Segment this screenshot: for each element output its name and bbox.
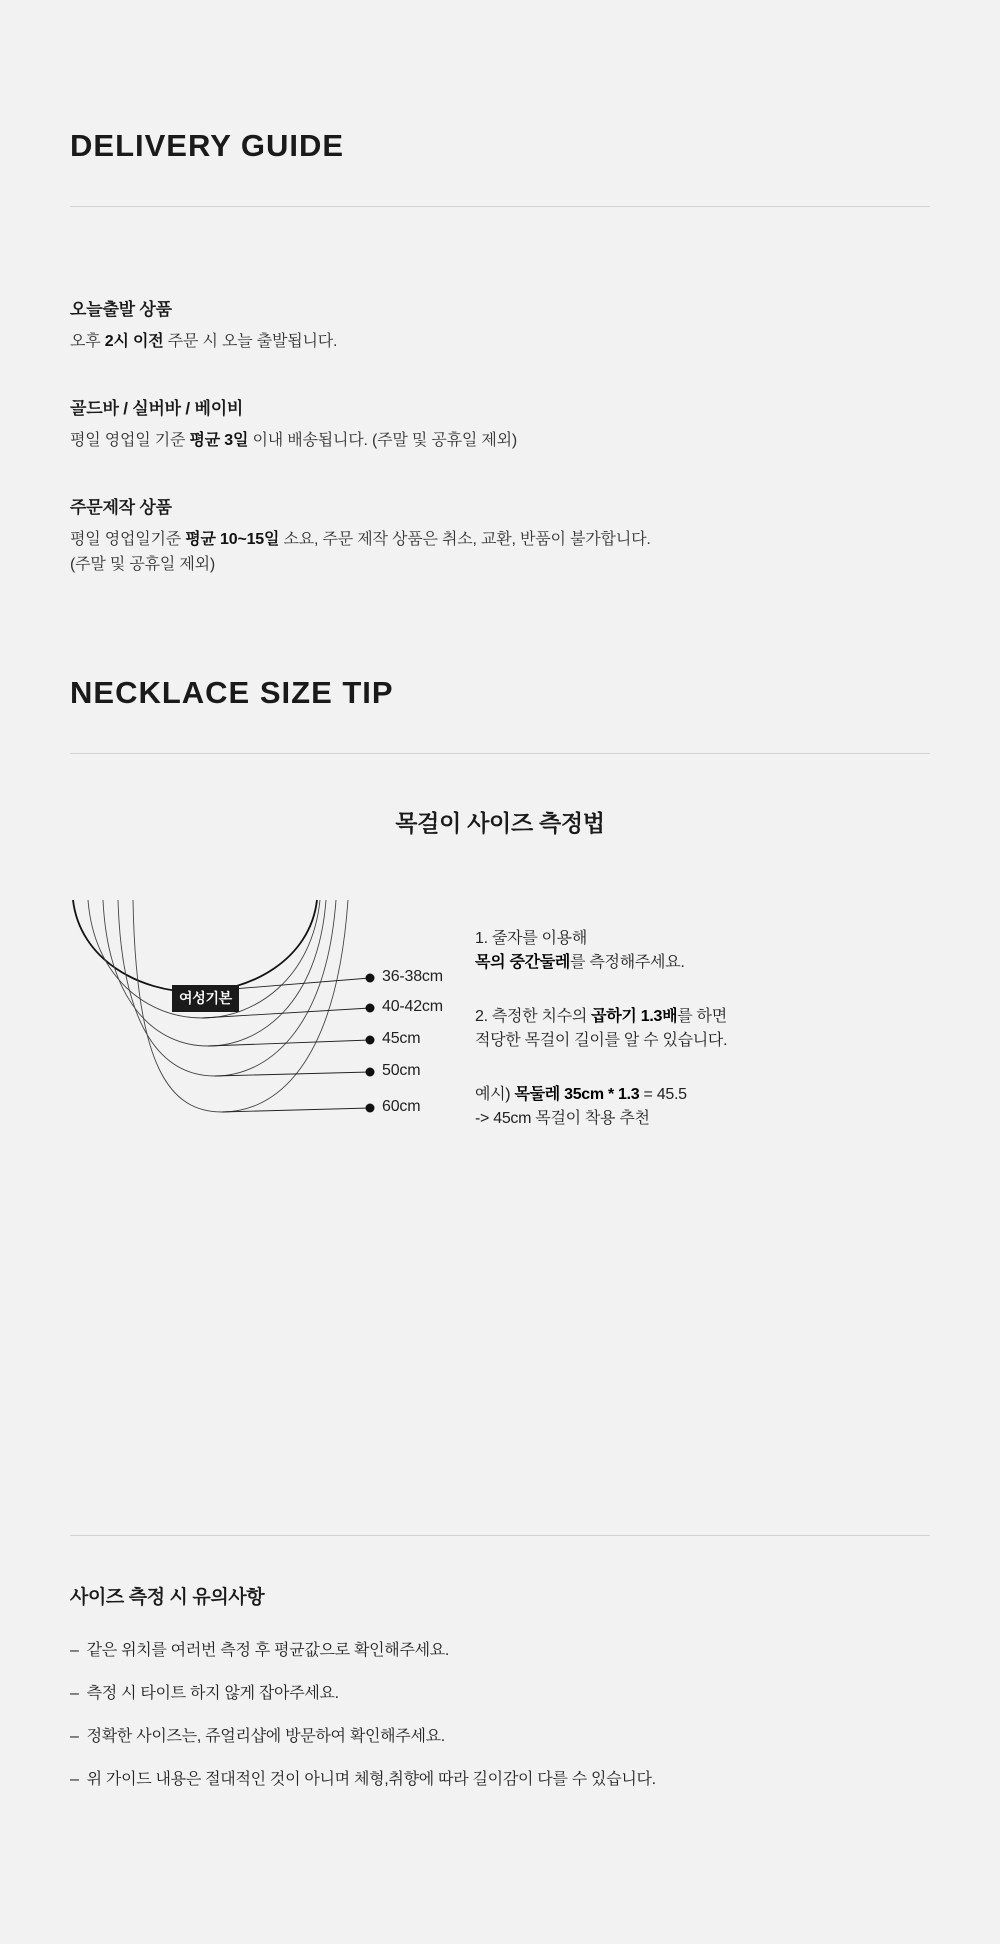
- delivery-text-line2: (주말 및 공휴일 제외): [70, 555, 216, 573]
- instruction-step-2: [475, 1005, 795, 1053]
- womens-basic-badge: 여성기본: [172, 985, 239, 1012]
- step1-line2-rest: 를 측정해주세요.: [570, 954, 685, 971]
- delivery-block-heading: 골드바 / 실버바 / 베이비: [70, 399, 244, 418]
- size-notes-title: 사이즈 측정 시 유의사항: [70, 1587, 265, 1608]
- length-label: 45cm: [382, 1030, 421, 1047]
- step1-line1: 1. 줄자를 이용해: [475, 930, 587, 947]
- step2-post: 를 하면: [677, 1008, 727, 1025]
- note-dash: –: [70, 1642, 79, 1659]
- necklace-sub-heading: 목걸이 사이즈 측정법: [395, 810, 605, 836]
- delivery-block: [70, 493, 651, 578]
- delivery-text-strong: 평균 3일: [189, 432, 249, 449]
- step2-pre: 2. 측정한 치수의: [475, 1008, 592, 1025]
- measure-instructions: [475, 927, 795, 1131]
- divider: [70, 206, 930, 207]
- note-item: [70, 1680, 339, 1703]
- note-text: 위 가이드 내용은 절대적인 것이 아니며 체형,취향에 따라 길이감이 다를 수 있습니다.: [86, 1771, 656, 1788]
- delivery-text-pre: 평일 영업일기준: [70, 531, 186, 548]
- note-dash: –: [70, 1771, 79, 1788]
- length-label: 36-38cm: [382, 968, 443, 985]
- instruction-step-1: [475, 927, 795, 975]
- delivery-guide-title: DELIVERY GUIDE: [70, 128, 345, 163]
- note-text: 정확한 사이즈는, 쥬얼리샵에 방문하여 확인해주세요.: [86, 1728, 445, 1745]
- delivery-text-pre: 평일 영업일 기준: [70, 432, 190, 449]
- example-pre: 예시): [475, 1086, 515, 1103]
- delivery-text-post: 소요, 주문 제작 상품은 취소, 교환, 반품이 불가합니다.: [279, 531, 651, 548]
- step1-strong: 목의 중간둘레: [475, 954, 571, 971]
- delivery-text-post: 주문 시 오늘 출발됩니다.: [163, 333, 338, 350]
- length-label: 40-42cm: [382, 998, 443, 1015]
- note-text: 같은 위치를 여러번 측정 후 평균값으로 확인해주세요.: [86, 1642, 450, 1659]
- delivery-text-post: 이내 배송됩니다. (주말 및 공휴일 제외): [248, 432, 518, 449]
- step2-strong: 곱하기 1.3배: [591, 1008, 678, 1025]
- note-dash: –: [70, 1685, 79, 1702]
- note-item: [70, 1723, 445, 1746]
- delivery-block-text: [70, 429, 517, 454]
- necklace-size-tip-title: NECKLACE SIZE TIP: [70, 675, 394, 710]
- necklace-length-diagram: [70, 900, 470, 1180]
- delivery-block: [70, 295, 337, 355]
- length-label: 50cm: [382, 1062, 421, 1079]
- instruction-example: [475, 1083, 795, 1131]
- step2-line2: 적당한 목걸이 길이를 알 수 있습니다.: [475, 1032, 728, 1049]
- note-text: 측정 시 타이트 하지 않게 잡아주세요.: [86, 1685, 339, 1702]
- note-dash: –: [70, 1728, 79, 1745]
- note-item: [70, 1637, 449, 1660]
- delivery-block: [70, 394, 517, 454]
- delivery-block-text: [70, 528, 651, 578]
- delivery-block-heading: 오늘출발 상품: [70, 300, 172, 319]
- necklace-size-tip-section: [70, 675, 930, 1127]
- length-label: 60cm: [382, 1098, 421, 1115]
- note-item: [70, 1766, 656, 1789]
- divider: [70, 1535, 930, 1536]
- delivery-block-text: [70, 330, 337, 355]
- delivery-block-heading: 주문제작 상품: [70, 498, 172, 517]
- example-strong: 목둘레 35cm * 1.3: [514, 1086, 640, 1103]
- example-post: = 45.5: [639, 1086, 687, 1103]
- delivery-text-strong: 2시 이전: [104, 333, 164, 350]
- delivery-guide-section: [70, 128, 930, 573]
- divider: [70, 753, 930, 754]
- delivery-text-strong: 평균 10~15일: [185, 531, 280, 548]
- delivery-text-pre: 오후: [70, 333, 105, 350]
- example-line2: -> 45cm 목걸이 착용 추천: [475, 1110, 650, 1127]
